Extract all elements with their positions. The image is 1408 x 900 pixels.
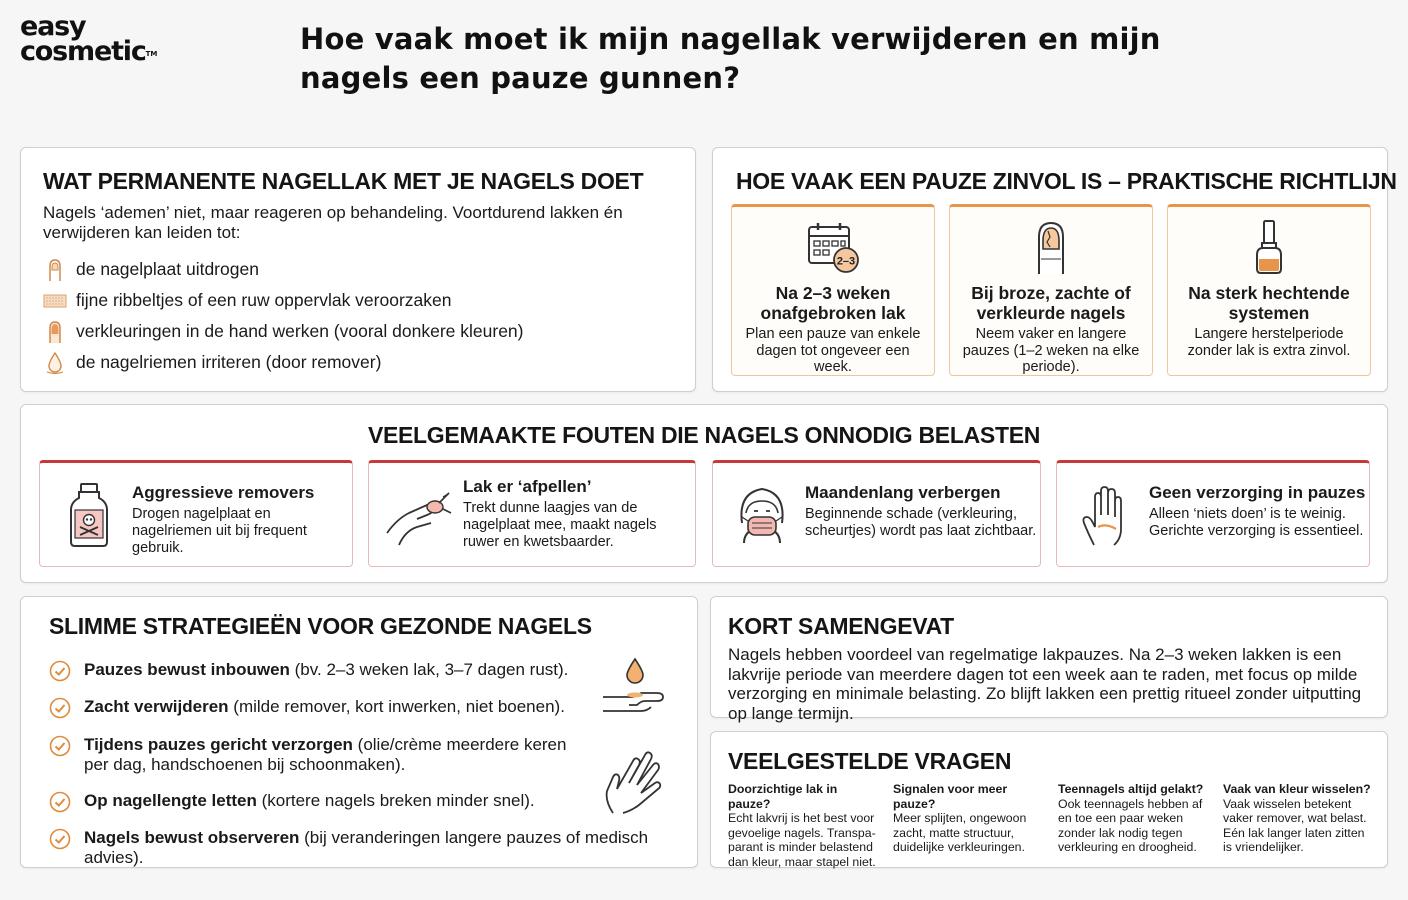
list-item bbox=[43, 285, 523, 316]
strategy-bold: Nagels bewust observeren bbox=[84, 828, 300, 847]
check-circle-icon bbox=[49, 697, 71, 719]
guideline-card-text: Plan een pauze van enkele dagen tot ongeveer een week. bbox=[745, 326, 921, 375]
strategy-rest: (milde remover, kort inwerken, niet boenen). bbox=[228, 697, 565, 716]
strategy-bold: Op nagellengte letten bbox=[84, 791, 257, 810]
peeling-hand-icon bbox=[383, 477, 453, 553]
faq-item bbox=[1223, 782, 1373, 855]
caring-hand-icon bbox=[603, 747, 665, 815]
faq-item bbox=[893, 782, 1049, 855]
nail-polish-bottle-icon bbox=[1168, 219, 1370, 275]
faq-answer: Ook teennagels hebben af en toe een paar weken zonder lak nodig tegen verkleuring en droogheid. bbox=[1058, 796, 1203, 854]
faq-panel bbox=[710, 731, 1388, 868]
mistake-card-title: Lak er ‘afpellen’ bbox=[463, 477, 592, 496]
strategy-rest: (bv. 2–3 weken lak, 3–7 dagen rust). bbox=[289, 660, 569, 679]
dry-nail-icon bbox=[43, 258, 67, 282]
check-circle-icon bbox=[49, 791, 71, 813]
guideline-card-title: Na sterk hechtende systemen bbox=[1188, 283, 1350, 323]
strategy-text bbox=[84, 660, 568, 682]
summary-text: Nagels hebben voordeel van regelmatige lakpauzes. Na 2–3 weken lakken is een lakvrije periode van meerdere dagen tot een week aan te raden, met focus op milde verzorging en minimale belasting. Zo blijft lakken een prettig ritueel zonder uitputting op lange termijn. bbox=[728, 645, 1362, 723]
faq-item bbox=[1058, 782, 1208, 855]
list-item bbox=[43, 347, 523, 378]
list-item bbox=[49, 697, 565, 719]
stained-nail-icon bbox=[43, 320, 67, 344]
summary-panel-title: KORT SAMENGEVAT bbox=[728, 613, 954, 639]
faq-question: Doorzichtige lak in pauze? bbox=[728, 782, 838, 811]
calendar-badge: 2–3 bbox=[836, 255, 856, 268]
list-item bbox=[43, 254, 523, 285]
list-item bbox=[49, 828, 679, 868]
list-item bbox=[49, 735, 589, 775]
guideline-card-text: Langere herstelperiode zonder lak is extra zinvol. bbox=[1187, 326, 1351, 359]
strategy-bold: Pauzes bewust inbouwen bbox=[84, 660, 290, 679]
list-item bbox=[43, 316, 523, 347]
faq-item bbox=[728, 782, 878, 869]
guideline-card bbox=[731, 204, 935, 376]
faq-question: Teennagels altijd gelakt? bbox=[1058, 782, 1204, 796]
remover-drop-icon bbox=[43, 351, 67, 375]
strategies-panel-title: SLIMME STRATEGIEËN VOOR GEZONDE NAGELS bbox=[49, 613, 592, 639]
ridges-texture-icon bbox=[43, 289, 67, 313]
effects-panel-title: WAT PERMANENTE NAGELLAK MET JE NAGELS DOET bbox=[43, 168, 644, 194]
mistake-card bbox=[712, 460, 1041, 567]
effects-list bbox=[43, 254, 523, 378]
mistake-card-text: Drogen nagelplaat en nagelriemen uit bij frequent gebruik. bbox=[132, 506, 307, 556]
strategy-text bbox=[84, 828, 679, 868]
guideline-card bbox=[949, 204, 1153, 376]
brand-logo-line2-text: cosmetic bbox=[20, 36, 146, 67]
guideline-card bbox=[1167, 204, 1371, 376]
oil-drop-hand-icon bbox=[601, 657, 667, 719]
faq-answer: Echt lakvrij is het best voor gevoelige nagels. Transpa-parant is minder belastend dan kleur, maar stapel niet. bbox=[728, 811, 876, 869]
guideline-card-title: Na 2–3 weken onafgebroken lak bbox=[760, 283, 906, 323]
effects-panel bbox=[20, 147, 696, 392]
masked-face-icon bbox=[727, 477, 797, 553]
guideline-card-text: Neem vaker en langere pauzes (1–2 weken na elke periode). bbox=[962, 326, 1140, 375]
mistake-card-text: Alleen ‘niets doen’ is te weinig. Gerichte verzorging is essentieel. bbox=[1149, 506, 1364, 539]
page-title: Hoe vaak moet ik mijn nagellak verwijderen en mijn nagels een pauze gunnen? bbox=[300, 22, 1161, 95]
brittle-nail-icon bbox=[950, 219, 1152, 275]
guideline-panel bbox=[712, 147, 1397, 392]
guideline-card-title: Bij broze, zachte of verkleurde nagels bbox=[971, 283, 1131, 323]
open-hand-icon bbox=[1071, 477, 1141, 553]
mistake-card bbox=[1056, 460, 1370, 567]
list-item bbox=[49, 791, 535, 813]
strategies-panel bbox=[20, 596, 698, 868]
brand-logo-line2 bbox=[20, 36, 200, 67]
summary-panel bbox=[710, 596, 1388, 723]
mistake-card-title: Maandenlang verbergen bbox=[805, 483, 1001, 502]
trademark: TM bbox=[145, 50, 158, 58]
faq-question: Signalen voor meer pauze? bbox=[893, 782, 1008, 811]
effect-text: verkleuringen in de hand werken (vooral donkere kleuren) bbox=[76, 321, 524, 341]
mistake-card-text: Trekt dunne laagjes van de nagelplaat mee, maakt nagels ruwer en kwetsbaarder. bbox=[463, 500, 657, 550]
check-circle-icon bbox=[49, 735, 71, 757]
check-circle-icon bbox=[49, 660, 71, 682]
mistake-card-text: Beginnende schade (verkleuring, scheurtjes) wordt pas laat zichtbaar. bbox=[805, 506, 1037, 539]
mistake-card-title: Geen verzorging in pauzes bbox=[1149, 483, 1366, 502]
strategy-rest: (kortere nagels breken minder snel). bbox=[256, 791, 535, 810]
faq-question: Vaak van kleur wisselen? bbox=[1223, 782, 1371, 796]
faq-answer: Vaak wisselen betekent vaker remover, wat belast. Eén lak langer laten zitten is vriendelijker. bbox=[1223, 796, 1367, 854]
effect-text: de nagelplaat uitdrogen bbox=[76, 259, 259, 279]
effect-text: de nagelriemen irriteren (door remover) bbox=[76, 352, 382, 372]
strategy-text bbox=[84, 697, 565, 719]
mistake-card-title: Aggressieve removers bbox=[132, 483, 315, 502]
faq-panel-title: VEELGESTELDE VRAGEN bbox=[728, 748, 1012, 774]
poison-bottle-icon bbox=[54, 477, 124, 553]
strategy-rest: (olie/crème meerdere keren per dag, handschoenen bij schoonmaken). bbox=[84, 735, 567, 774]
mistakes-panel-title: VEELGEMAAKTE FOUTEN DIE NAGELS ONNODIG BELASTEN bbox=[367, 422, 1041, 448]
effect-text: fijne ribbeltjes of een ruw oppervlak veroorzaken bbox=[76, 290, 452, 310]
strategy-text bbox=[84, 735, 589, 775]
strategy-bold: Zacht verwijderen bbox=[84, 697, 229, 716]
brand-logo bbox=[20, 11, 200, 67]
mistakes-panel bbox=[20, 404, 1388, 583]
guideline-panel-title: HOE VAAK EEN PAUZE ZINVOL IS – PRAKTISCHE RICHTLIJN bbox=[736, 168, 1397, 194]
strategy-text bbox=[84, 791, 535, 813]
mistake-card bbox=[368, 460, 696, 567]
list-item bbox=[49, 660, 568, 682]
strategy-rest: (bij veranderingen langere pauzes of medisch advies). bbox=[84, 828, 649, 867]
faq-answer: Meer splijten, ongewoon zacht, matte structuur, duidelijke verkleuringen. bbox=[893, 811, 1027, 854]
strategy-bold: Tijdens pauzes gericht verzorgen bbox=[84, 735, 353, 754]
effects-intro: Nagels ‘ademen’ niet, maar reageren op behandeling. Voortdurend lakken én verwijderen kan leiden tot: bbox=[43, 203, 623, 242]
brand-logo-line1: easy bbox=[20, 11, 86, 42]
check-circle-icon bbox=[49, 828, 71, 850]
mistake-card bbox=[39, 460, 353, 567]
calendar-icon bbox=[732, 219, 934, 275]
